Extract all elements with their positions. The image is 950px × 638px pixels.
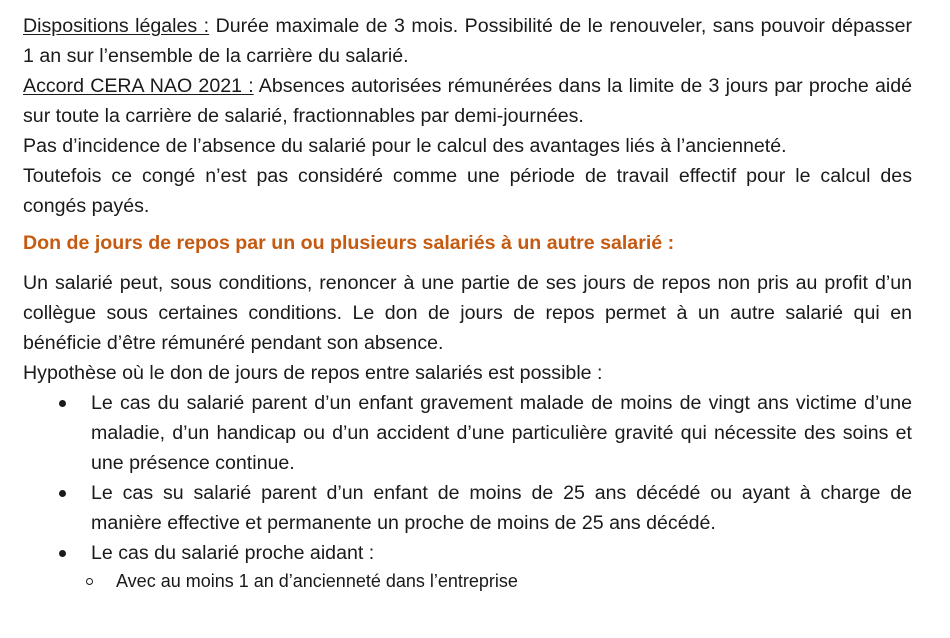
sub-list-item [116,568,912,594]
bullet-list [23,388,912,594]
list-item-text: Le cas du salarié proche aidant : [91,542,375,564]
paragraph-accord-cera [23,71,912,131]
paragraph-hypothese: Hypothèse où le don de jours de repos entre salariés est possible : [23,362,603,384]
paragraph-conges-payes: Toutefois ce congé n’est pas considéré comme une période de travail effectif pour le calcul des congés payés. [23,165,912,217]
section-heading: Don de jours de repos par un ou plusieurs salariés à un autre salarié : [23,232,675,254]
section-don-jours-repos [23,228,912,594]
paragraph-incidence: Pas d’incidence de l’absence du salarié pour le calcul des avantages liés à l’ancienneté. [23,135,787,157]
bullet-dot-icon [59,550,66,557]
list-item-text: Le cas du salarié parent d’un enfant gravement malade de moins de vingt ans victime d’une maladie, d’un handicap ou d’un accident d’une particulière gravité qui nécessite des soins et une présence continue. [91,392,912,474]
bullet-circle-icon [86,578,93,585]
list-item [91,478,912,538]
sub-bullet-list [91,568,912,594]
list-item [91,538,912,594]
text-dispositions-legales: Durée maximale de 3 mois. Possibilité de le renouveler, sans pouvoir dépasser 1 an sur l’ensemble de la carrière du salarié. [23,15,912,67]
bullet-dot-icon [59,490,66,497]
text-accord-cera: Absences autorisées rémunérées dans la limite de 3 jours par proche aidé sur toute la carrière de salarié, fractionnables par demi-journées. [23,75,912,127]
label-accord-cera: Accord CERA NAO 2021 : [23,75,254,97]
sub-list-item-text: Avec au moins 1 an d’ancienneté dans l’entreprise [116,571,518,591]
list-item-text: Le cas su salarié parent d’un enfant de moins de 25 ans décédé ou ayant à charge de manière effective et permanente un proche de moins de 25 ans décédé. [91,482,912,534]
section-conge-proche-aidant [23,11,912,221]
label-dispositions-legales: Dispositions légales : [23,15,210,37]
bullet-dot-icon [59,400,66,407]
paragraph-don-intro: Un salarié peut, sous conditions, renoncer à une partie de ses jours de repos non pris au profit d’un collègue sous certaines conditions. Le don de jours de repos permet à un autre salarié qui en bénéficie d’être rémunéré pendant son absence. [23,272,912,354]
list-item [91,388,912,478]
paragraph-dispositions-legales [23,11,912,71]
